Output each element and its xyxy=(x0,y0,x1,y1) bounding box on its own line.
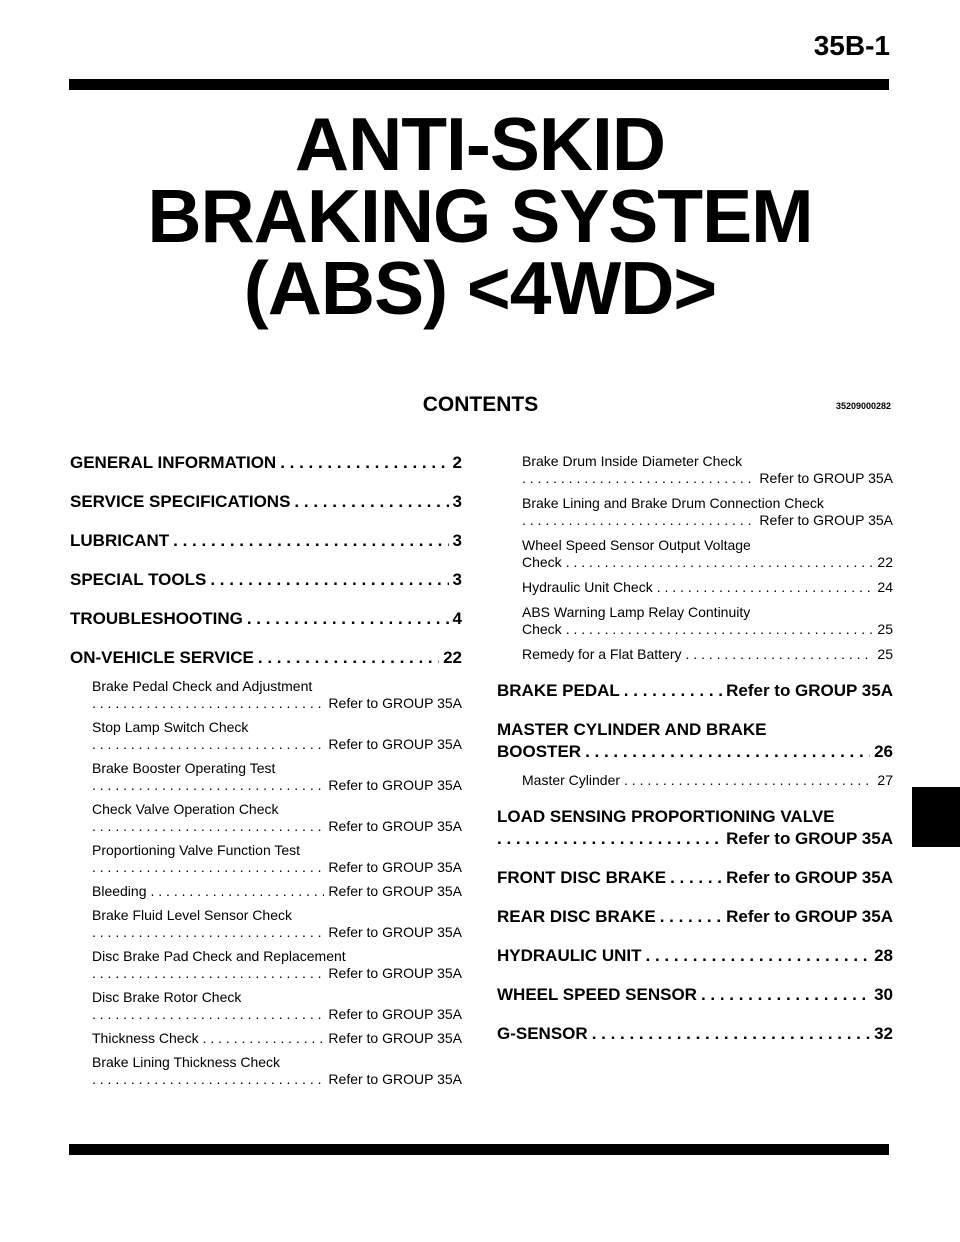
toc-title: Remedy for a Flat Battery xyxy=(522,646,682,662)
toc-entry[interactable] xyxy=(70,569,462,591)
top-rule xyxy=(69,79,889,90)
toc-entry[interactable] xyxy=(497,945,893,967)
toc-entry[interactable] xyxy=(70,883,462,900)
toc-title-cont: Check xyxy=(522,621,562,637)
toc-page: Refer to GROUP 35A xyxy=(328,859,462,875)
toc-title: Disc Brake Rotor Check xyxy=(92,989,242,1005)
toc-title: FRONT DISC BRAKE xyxy=(497,868,667,887)
toc-title: Wheel Speed Sensor Output Voltage xyxy=(522,537,751,553)
toc-page: Refer to GROUP 35A xyxy=(328,1006,462,1022)
toc-page: Refer to GROUP 35A xyxy=(328,1030,462,1046)
toc-page: Refer to GROUP 35A xyxy=(328,695,462,711)
toc-page: 3 xyxy=(452,492,462,511)
toc-page: 25 xyxy=(877,646,893,662)
toc-entry[interactable] xyxy=(497,906,893,928)
title-line-1: ANTI-SKID xyxy=(294,102,666,186)
toc-entry[interactable] xyxy=(70,719,462,753)
toc-entry[interactable] xyxy=(497,495,893,529)
toc-page: 3 xyxy=(452,531,462,550)
toc-title: LUBRICANT xyxy=(70,531,170,550)
toc-title: Brake Booster Operating Test xyxy=(92,760,276,776)
toc-page: 22 xyxy=(877,554,893,570)
toc-entry[interactable] xyxy=(70,1030,462,1047)
toc-page: Refer to GROUP 35A xyxy=(328,777,462,793)
toc-page: Refer to GROUP 35A xyxy=(328,883,462,899)
toc-title: Disc Brake Pad Check and Replacement xyxy=(92,948,346,964)
toc-entry[interactable] xyxy=(497,453,893,487)
toc-entry[interactable] xyxy=(70,647,462,669)
toc-page: 25 xyxy=(877,621,893,637)
toc-entry[interactable] xyxy=(70,842,462,876)
page-number: 35B-1 xyxy=(813,30,890,61)
toc-page: Refer to GROUP 35A xyxy=(328,965,462,981)
toc-entry[interactable] xyxy=(497,579,893,596)
toc-title-cont: Check xyxy=(522,554,562,570)
toc-entry[interactable] xyxy=(497,772,893,789)
toc-entry[interactable] xyxy=(497,604,893,638)
toc-title: Brake Lining and Brake Drum Connection Check xyxy=(522,495,824,511)
toc-entry[interactable] xyxy=(70,491,462,513)
toc-entry[interactable] xyxy=(70,760,462,794)
toc-page: 30 xyxy=(874,985,893,1004)
toc-page: Refer to GROUP 35A xyxy=(726,868,893,887)
document-code: 35209000282 xyxy=(835,401,891,411)
title-line-3: (ABS) <4WD> xyxy=(243,246,717,330)
toc-title: Brake Lining Thickness Check xyxy=(92,1054,281,1070)
toc-page: Refer to GROUP 35A xyxy=(328,818,462,834)
toc-entry[interactable] xyxy=(70,678,462,712)
toc-title: Brake Drum Inside Diameter Check xyxy=(522,453,743,469)
bottom-rule xyxy=(69,1144,889,1155)
contents-right-column xyxy=(497,452,893,1045)
toc-page: 26 xyxy=(874,742,893,761)
toc-entry[interactable] xyxy=(497,646,893,663)
toc-entry[interactable] xyxy=(497,680,893,702)
toc-title: Check Valve Operation Check xyxy=(92,801,279,817)
toc-page: 28 xyxy=(874,946,893,965)
page-title xyxy=(0,102,960,330)
contents-left-column xyxy=(70,452,462,1088)
toc-entry[interactable] xyxy=(70,1054,462,1088)
toc-title: TROUBLESHOOTING xyxy=(70,609,243,628)
toc-title: BRAKE PEDAL xyxy=(497,681,620,700)
toc-page: Refer to GROUP 35A xyxy=(328,736,462,752)
toc-title: Brake Fluid Level Sensor Check xyxy=(92,907,292,923)
toc-title: Stop Lamp Switch Check xyxy=(92,719,249,735)
toc-title: ON-VEHICLE SERVICE xyxy=(70,648,254,667)
toc-page: Refer to GROUP 35A xyxy=(759,470,893,486)
toc-page: Refer to GROUP 35A xyxy=(759,512,893,528)
toc-title-cont: BOOSTER xyxy=(497,742,582,761)
toc-entry[interactable] xyxy=(70,452,462,474)
toc-title: WHEEL SPEED SENSOR xyxy=(497,985,697,1004)
toc-entry[interactable] xyxy=(70,948,462,982)
toc-page: 2 xyxy=(452,453,462,472)
toc-entry[interactable] xyxy=(497,984,893,1006)
toc-entry[interactable] xyxy=(497,867,893,889)
title-line-2: BRAKING SYSTEM xyxy=(147,174,813,258)
toc-title: GENERAL INFORMATION xyxy=(70,453,277,472)
toc-title: Thickness Check xyxy=(92,1030,199,1046)
toc-title: Hydraulic Unit Check xyxy=(522,579,653,595)
toc-title: LOAD SENSING PROPORTIONING VALVE xyxy=(497,807,835,826)
toc-page: 27 xyxy=(877,772,893,788)
toc-page: Refer to GROUP 35A xyxy=(726,681,893,700)
toc-title: ABS Warning Lamp Relay Continuity xyxy=(522,604,751,620)
toc-entry[interactable] xyxy=(497,806,893,850)
toc-entry[interactable] xyxy=(70,530,462,552)
toc-title: Bleeding xyxy=(92,883,147,899)
toc-page: 4 xyxy=(452,609,462,628)
toc-title: G-SENSOR xyxy=(497,1024,588,1043)
toc-page: 22 xyxy=(443,648,462,667)
toc-page: 32 xyxy=(874,1024,893,1043)
toc-page: Refer to GROUP 35A xyxy=(726,829,893,848)
toc-page: Refer to GROUP 35A xyxy=(726,907,893,926)
toc-title: Proportioning Valve Function Test xyxy=(92,842,301,858)
toc-title: HYDRAULIC UNIT xyxy=(497,946,642,965)
toc-title: SPECIAL TOOLS xyxy=(70,570,207,589)
toc-entry[interactable] xyxy=(70,989,462,1023)
toc-title: REAR DISC BRAKE xyxy=(497,907,656,926)
toc-entry[interactable] xyxy=(497,1023,893,1045)
contents-heading: CONTENTS xyxy=(422,393,539,416)
section-tab-marker xyxy=(912,787,960,847)
toc-entry[interactable] xyxy=(70,608,462,630)
toc-entry[interactable] xyxy=(497,537,893,571)
toc-page: Refer to GROUP 35A xyxy=(328,1071,462,1087)
toc-entry[interactable] xyxy=(70,907,462,941)
toc-title: SERVICE SPECIFICATIONS xyxy=(70,492,291,511)
toc-page: Refer to GROUP 35A xyxy=(328,924,462,940)
toc-entry[interactable] xyxy=(70,801,462,835)
toc-page: 3 xyxy=(452,570,462,589)
toc-title: Brake Pedal Check and Adjustment xyxy=(92,678,313,694)
toc-entry[interactable] xyxy=(497,719,893,763)
toc-page: 24 xyxy=(877,579,893,595)
toc-title: MASTER CYLINDER AND BRAKE xyxy=(497,720,767,739)
toc-title: Master Cylinder xyxy=(522,772,621,788)
